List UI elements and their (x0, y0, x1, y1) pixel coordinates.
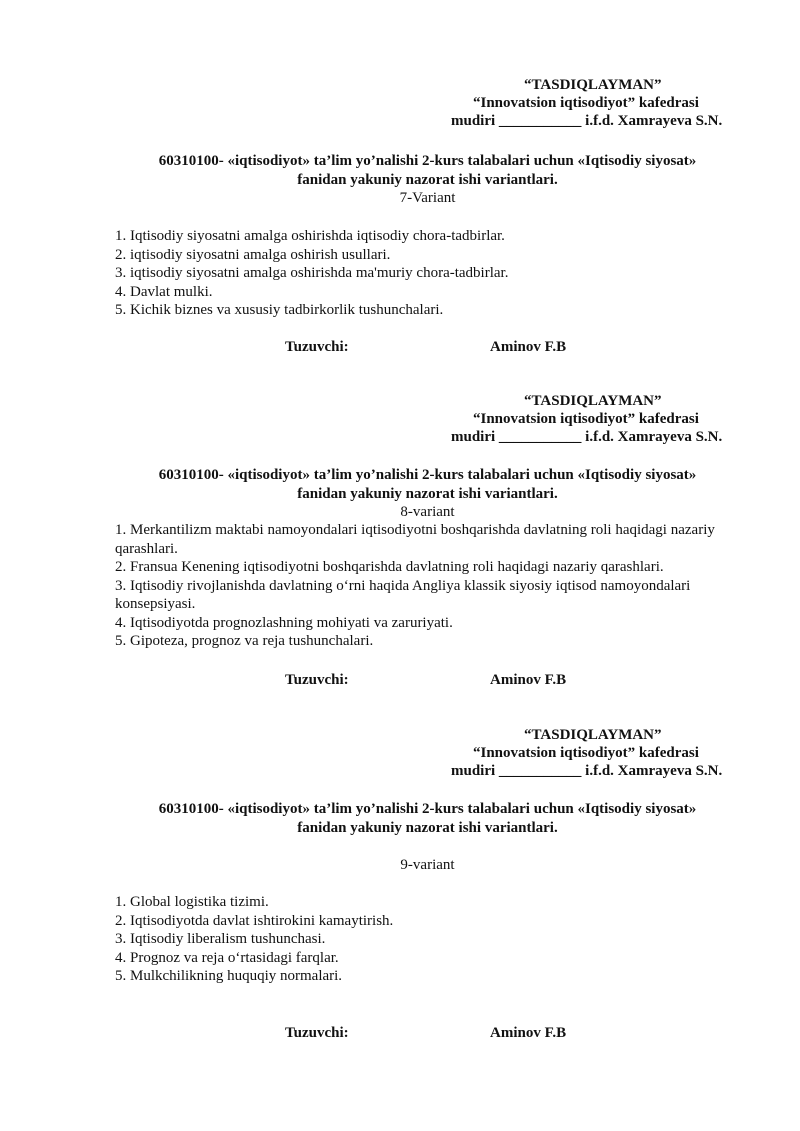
question-item: 1. Global logistika tizimi. (115, 894, 269, 910)
question-item: 2. Fransua Kenening iqtisodiyotni boshqarishda davlatning roli haqidagi nazariy qarashlari. (115, 559, 664, 575)
title-line: fanidan yakuniy nazorat ishi variantlari. (297, 819, 558, 836)
question-item: 5. Gipoteza, prognoz va reja tushunchalari. (115, 633, 374, 649)
question-list (115, 227, 745, 320)
variant-label: 7-Variant (399, 190, 456, 206)
question-list (115, 893, 745, 986)
question-item: 3. Iqtisodiy liberalism tushunchasi. (115, 931, 326, 947)
question-item: 5. Mulkchilikning huquqiy normalari. (115, 968, 343, 984)
variant-label: 9-variant (400, 857, 455, 873)
approval-department: “Innovatsion iqtisodiyot” kafedrasi (473, 745, 699, 761)
approval-head-signature: mudiri ___________ i.f.d. Xamrayeva S.N. (451, 763, 723, 779)
compiler-label: Tuzuvchi: (285, 339, 349, 355)
question-item: 1. Merkantilizm maktabi namoyondalari iqtisodiyotni boshqarishda davlatning roli haqidagi nazariy qarashlari. (115, 522, 715, 557)
title-line: 60310100- «iqtisodiyot» ta’lim yo’nalishi 2-kurs talabalari uchun «Iqtisodiy siyosat» (158, 153, 697, 169)
approval-department: “Innovatsion iqtisodiyot” kafedrasi (473, 411, 699, 427)
approval-heading: “TASDIQLAYMAN” (524, 727, 662, 743)
compiler-name: Aminov F.B (490, 339, 567, 355)
approval-department: “Innovatsion iqtisodiyot” kafedrasi (473, 95, 699, 111)
variant-label: 8-variant (400, 504, 455, 520)
title-line: fanidan yakuniy nazorat ishi variantlari. (297, 485, 558, 502)
question-item: 4. Iqtisodiyotda prognozlashning mohiyati va zaruriyati. (115, 614, 453, 631)
title-line: fanidan yakuniy nazorat ishi variantlari. (297, 171, 558, 188)
question-item: 5. Kichik biznes va xususiy tadbirkorlik tushunchalari. (115, 302, 444, 318)
question-item: 4. Davlat mulki. (115, 283, 213, 300)
question-item: 1. Iqtisodiy siyosatni amalga oshirishda iqtisodiy chora-tadbirlar. (115, 228, 505, 244)
approval-head-signature: mudiri ___________ i.f.d. Xamrayeva S.N. (451, 429, 723, 445)
question-item: 3. Iqtisodiy rivojlanishda davlatning oʻrni haqida Angliya klassik siyosiy iqtisod namoyondalari konsepsiyasi. (115, 577, 691, 612)
question-item: 3. iqtisodiy siyosatni amalga oshirishda ma'muriy chora-tadbirlar. (115, 265, 509, 281)
title-line: 60310100- «iqtisodiyot» ta’lim yo’nalishi 2-kurs talabalari uchun «Iqtisodiy siyosat» (158, 467, 697, 483)
question-item: 2. iqtisodiy siyosatni amalga oshirish usullari. (115, 246, 391, 263)
approval-heading: “TASDIQLAYMAN” (524, 77, 662, 93)
document-title (0, 152, 800, 189)
compiler-name: Aminov F.B (490, 1025, 567, 1041)
document-title (0, 800, 800, 837)
document-title (0, 466, 800, 503)
compiler-label: Tuzuvchi: (285, 1025, 349, 1041)
question-list (115, 521, 745, 651)
compiler-label: Tuzuvchi: (285, 672, 349, 688)
title-line: 60310100- «iqtisodiyot» ta’lim yo’nalishi 2-kurs talabalari uchun «Iqtisodiy siyosat» (158, 801, 697, 817)
question-item: 4. Prognoz va reja oʻrtasidagi farqlar. (115, 949, 339, 966)
approval-heading: “TASDIQLAYMAN” (524, 393, 662, 409)
compiler-name: Aminov F.B (490, 672, 567, 688)
approval-head-signature: mudiri ___________ i.f.d. Xamrayeva S.N. (451, 113, 723, 129)
question-item: 2. Iqtisodiyotda davlat ishtirokini kamaytirish. (115, 912, 394, 929)
